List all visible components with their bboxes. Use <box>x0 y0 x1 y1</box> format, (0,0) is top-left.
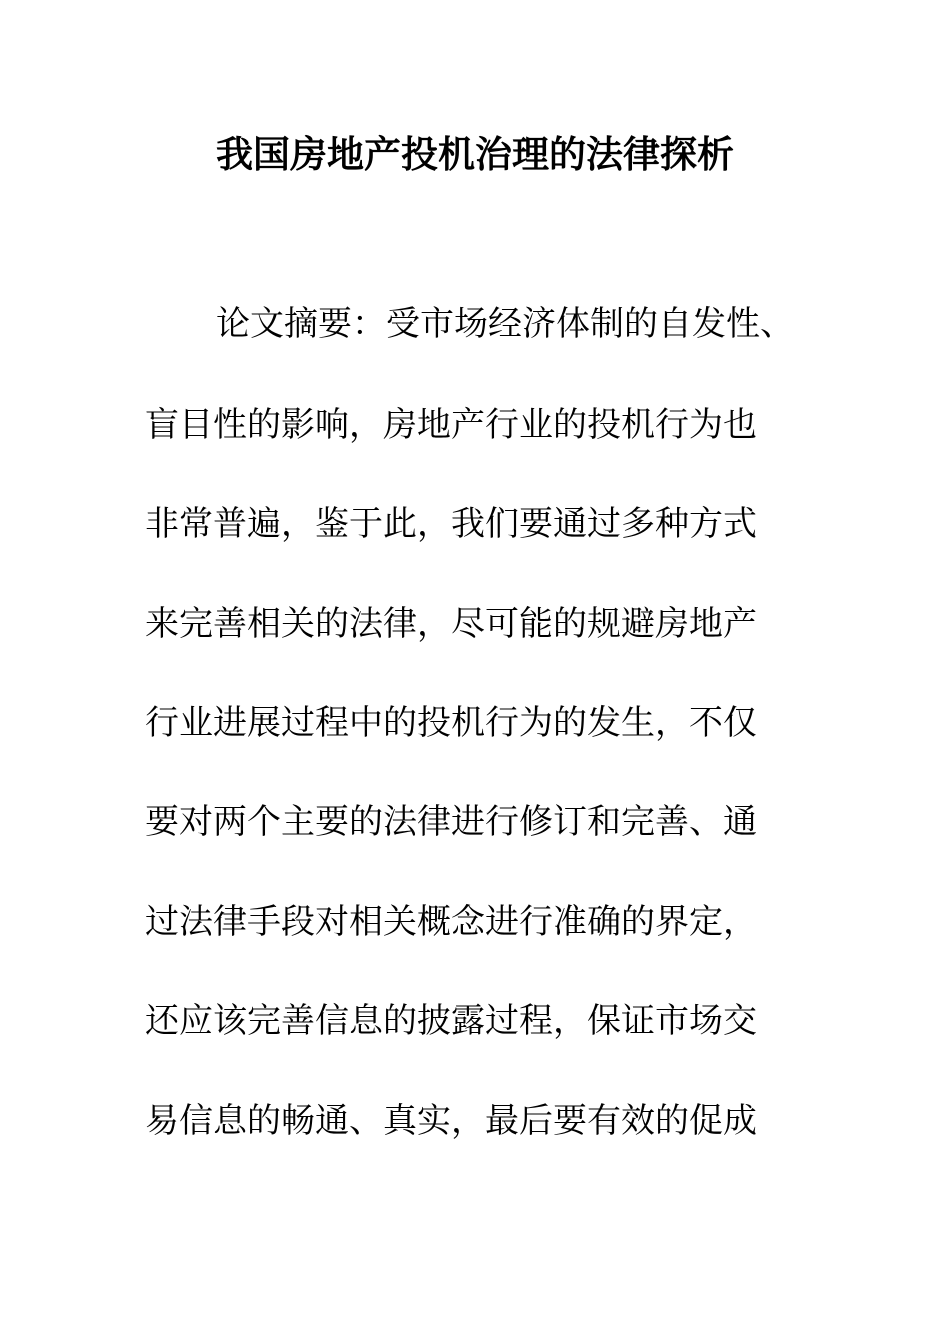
paragraph-line-2: 盲目性的影响，房地产行业的投机行为也 <box>145 405 757 445</box>
paragraph-line-9: 易信息的畅通、真实，最后要有效的促成 <box>145 1101 757 1141</box>
paragraph-line-7: 过法律手段对相关概念进行准确的界定， <box>145 902 757 942</box>
paragraph-line-5: 行业进展过程中的投机行为的发生，不仅 <box>145 703 757 743</box>
paragraph-line-6: 要对两个主要的法律进行修订和完善、通 <box>145 802 757 842</box>
paragraph-line-8: 还应该完善信息的披露过程，保证市场交 <box>145 1001 757 1041</box>
document-title: 我国房地产投机治理的法律探析 <box>216 132 734 176</box>
paragraph-line-4: 来完善相关的法律，尽可能的规避房地产 <box>145 604 757 644</box>
paragraph-line-1: 论文摘要：受市场经济体制的自发性、 <box>216 304 794 344</box>
paragraph-line-3: 非常普遍，鉴于此，我们要通过多种方式 <box>145 504 757 544</box>
